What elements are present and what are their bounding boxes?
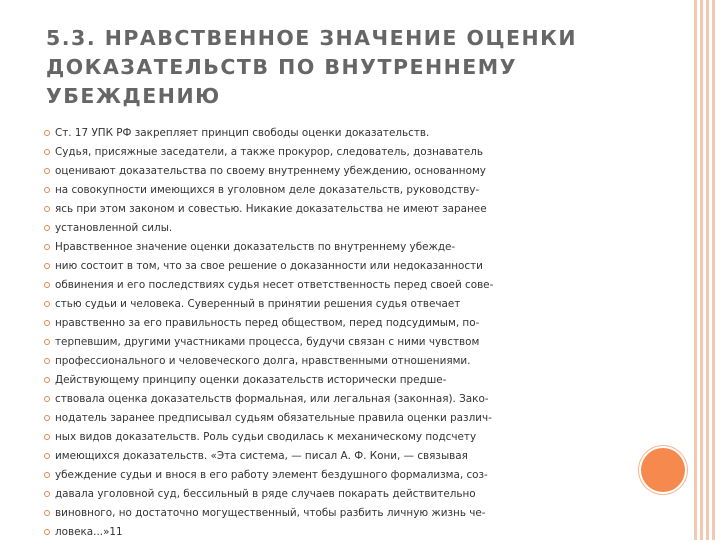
- bullet-marker-icon: [44, 320, 50, 326]
- bullet-text: виновного, но достаточно могущественный, чтобы разбить личную жизнь че-: [55, 507, 486, 519]
- bullet-item: [44, 238, 644, 257]
- bullet-item: [44, 181, 644, 200]
- bullet-marker-icon: [44, 206, 50, 212]
- bullet-text: ясь при этом законом и совестью. Никакие доказательства не имеют заранее: [55, 203, 487, 215]
- bullet-marker-icon: [44, 263, 50, 269]
- bullet-marker-icon: [44, 510, 50, 516]
- bullet-item: [44, 200, 644, 219]
- bullet-marker-icon: [44, 130, 50, 136]
- decorative-circle: [641, 448, 685, 492]
- bullet-text: Действующему принципу оценки доказательств исторически предше-: [55, 374, 447, 386]
- border-line: [712, 0, 715, 540]
- bullet-item: [44, 124, 644, 143]
- bullet-item: [44, 257, 644, 276]
- bullet-marker-icon: [44, 415, 50, 421]
- bullet-item: [44, 314, 644, 333]
- bullet-marker-icon: [44, 168, 50, 174]
- bullet-text: ствовала оценка доказательств формальная, или легальная (законная). Зако-: [55, 393, 489, 405]
- bullet-item: [44, 333, 644, 352]
- bullet-text: оценивают доказательства по своему внутреннему убеждению, основанному: [55, 165, 486, 177]
- bullet-text: обвинения и его последствиях судья несет ответственность перед своей сове-: [55, 279, 494, 291]
- bullet-text: терпевшим, другими участниками процесса, будучи связан с ними чувством: [55, 336, 480, 348]
- bullet-text: нравственно за его правильность перед обществом, перед подсудимым, по-: [55, 317, 480, 329]
- bullet-text: нодатель заранее предписывал судьям обязательные правила оценки различ-: [55, 412, 492, 424]
- bullet-marker-icon: [44, 377, 50, 383]
- bullet-item: [44, 409, 644, 428]
- border-line: [694, 0, 697, 540]
- slide-title: 5.3. НРАВСТВЕННОЕ ЗНАЧЕНИЕ ОЦЕНКИ ДОКАЗАТЕЛЬСТВ ПО ВНУТРЕННЕМУ УБЕЖДЕНИЮ: [46, 26, 578, 108]
- bullet-text: на совокупности имеющихся в уголовном деле доказательств, руководству-: [55, 184, 480, 196]
- bullet-marker-icon: [44, 187, 50, 193]
- bullet-marker-icon: [44, 434, 50, 440]
- bullet-text: давала уголовной суд, бессильный в ряде случаев покарать действительно: [55, 488, 476, 500]
- bullet-item: [44, 390, 644, 409]
- bullet-item: [44, 295, 644, 314]
- bullet-item: [44, 162, 644, 181]
- bullet-item: [44, 352, 644, 371]
- bullet-marker-icon: [44, 225, 50, 231]
- bullet-marker-icon: [44, 301, 50, 307]
- bullet-text: установленной силы.: [55, 222, 173, 234]
- bullet-item: [44, 143, 644, 162]
- bullet-item: [44, 428, 644, 447]
- bullet-list: [44, 124, 644, 542]
- bullet-marker-icon: [44, 244, 50, 250]
- bullet-text: профессионального и человеческого долга, нравственными отношениями.: [55, 355, 471, 367]
- bullet-marker-icon: [44, 149, 50, 155]
- bullet-text: ловека...»11: [55, 526, 123, 538]
- bullet-marker-icon: [44, 453, 50, 459]
- bullet-text: ных видов доказательств. Роль судьи сводилась к механическому подсчету: [55, 431, 477, 443]
- bullet-item: [44, 219, 644, 238]
- bullet-text: имеющихся доказательств. «Эта система, — писал А. Ф. Кони, — связывая: [55, 450, 468, 462]
- bullet-marker-icon: [44, 396, 50, 402]
- bullet-marker-icon: [44, 282, 50, 288]
- bullet-text: Нравственное значение оценки доказательств по внутреннему убежде-: [55, 241, 456, 253]
- bullet-text: убеждение судьи и внося в его работу элемент бездушного формализма, соз-: [55, 469, 488, 481]
- bullet-marker-icon: [44, 339, 50, 345]
- bullet-item: [44, 276, 644, 295]
- bullet-text: нию состоит в том, что за свое решение о доказанности или недоказанности: [55, 260, 483, 272]
- bullet-item: [44, 523, 644, 542]
- bullet-item: [44, 447, 644, 466]
- border-line: [706, 0, 709, 540]
- bullet-text: Ст. 17 УПК РФ закрепляет принцип свободы оценки доказательств.: [55, 127, 430, 139]
- bullet-text: стью судьи и человека. Суверенный в принятии решения судья отвечает: [55, 298, 461, 310]
- bullet-text: Судья, присяжные заседатели, а также прокурор, следователь, дознаватель: [55, 146, 483, 158]
- bullet-item: [44, 504, 644, 523]
- border-line: [700, 0, 703, 540]
- bullet-marker-icon: [44, 358, 50, 364]
- bullet-marker-icon: [44, 491, 50, 497]
- bullet-item: [44, 466, 644, 485]
- bullet-item: [44, 371, 644, 390]
- bullet-item: [44, 485, 644, 504]
- bullet-marker-icon: [44, 472, 50, 478]
- bullet-marker-icon: [44, 529, 50, 535]
